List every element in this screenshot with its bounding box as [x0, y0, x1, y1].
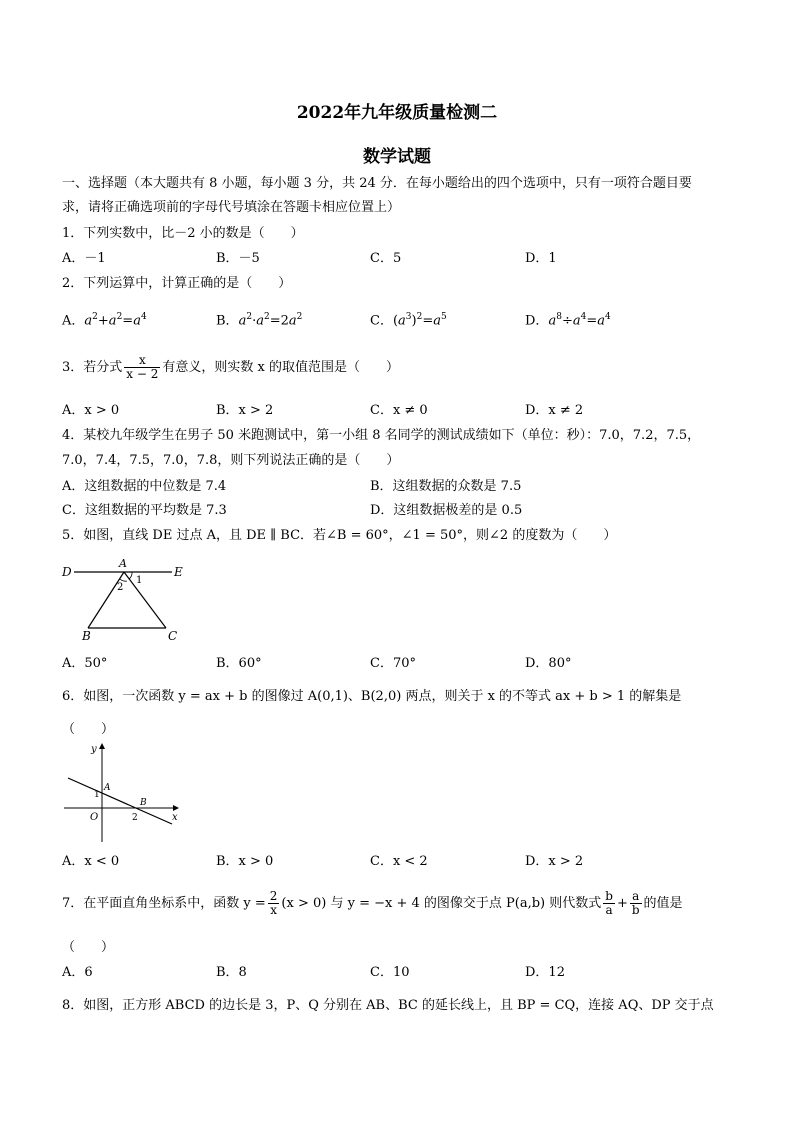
label-a: A — [119, 557, 127, 570]
q6-option-a: A．x < 0 — [62, 854, 120, 869]
label-angle-2: 2 — [117, 582, 124, 593]
q6-stem: 6．如图，一次函数 y = ax + b 的图像过 A(0,1)、B(2,0) 两点，则关于 x 的不等式 ax + b > 1 的解集是 — [62, 689, 682, 704]
q7-stem: 7．在平面直角坐标系中，函数 y = $\frac{2}{x}$ (x > 0) 与 y = −x + 4 的图像交于点 P(a,b) 则代数式 $\frac{b}{a}$ + $\frac{a}{b}$ 的值是 — [62, 889, 683, 917]
q3-option-c: C．x ≠ 0 — [370, 403, 428, 418]
q1-option-c: C．5 — [370, 251, 402, 266]
q5-figure — [60, 556, 190, 646]
q3-option-a: A．x > 0 — [62, 403, 120, 418]
label-angle-1: 1 — [136, 575, 143, 586]
label-x: x — [172, 812, 178, 823]
q2-stem: 2．下列运算中，计算正确的是（ ） — [62, 276, 292, 291]
q7-option-b: B．8 — [216, 965, 247, 980]
label-y: y — [91, 744, 97, 755]
q7-fraction-2: $\frac{b}{a}$ — [605, 889, 613, 917]
q3-stem: 3．若分式 $\frac{x}{x - 2}$ 有意义，则实数 x 的取值范围是（ ） — [62, 353, 399, 381]
q7-fraction-3: $\frac{a}{b}$ — [631, 889, 640, 917]
line-graph — [68, 778, 172, 824]
q5-option-b: B．60° — [216, 656, 262, 671]
q6-stem-line2: （ ） — [62, 722, 115, 737]
q6-option-d: D．x > 2 — [525, 854, 584, 869]
q1-option-d: D．1 — [525, 251, 557, 266]
q2-option-a: A．$a^2+a^2=a^4$ — [62, 312, 147, 329]
subject-title: 数学试题 — [363, 147, 431, 167]
label-origin: O — [90, 812, 99, 823]
q5-option-c: C．70° — [370, 656, 416, 671]
q5-option-a: A．50° — [62, 656, 108, 671]
side-ab — [88, 572, 124, 628]
label-b: B — [82, 629, 91, 643]
angle-2-arc — [120, 579, 127, 581]
q4-stem-line1: 4．某校九年级学生在男子 50 米跑测试中，第一小组 8 名同学的测试成绩如下（单位：秒）：7.0，7.2，7.5， — [62, 428, 701, 443]
q6-option-b: B．x > 0 — [216, 854, 274, 869]
q4-option-d: D．这组数据极差的是 0.5 — [370, 503, 523, 518]
q7-fraction-1: $\frac{2}{x}$ — [269, 889, 278, 917]
q7-stem-line2: （ ） — [62, 940, 115, 955]
q4-option-c: C．这组数据的平均数是 7.3 — [62, 503, 227, 518]
q7-option-c: C．10 — [370, 965, 410, 980]
q3-fraction: $\frac{x}{x - 2}$ — [126, 353, 159, 381]
q4-stem-line2: 7.0，7.4，7.5，7.0，7.8，则下列说法正确的是（ ） — [62, 453, 400, 468]
section-heading-line2: 求，请将正确选项前的字母代号填涂在答题卡相应位置上） — [62, 200, 401, 215]
label-a: A — [104, 783, 111, 793]
q3-option-d: D．x ≠ 2 — [525, 403, 584, 418]
q6-option-c: C．x < 2 — [370, 854, 428, 869]
q1-option-b: B．－5 — [216, 251, 260, 266]
q2-option-c: C．$(a^3)^2=a^5$ — [370, 312, 447, 329]
q5-stem: 5．如图，直线 DE 过点 A，且 DE ∥ BC．若∠B = 60°，∠1 = 50°，则∠2 的度数为（ ） — [62, 528, 617, 543]
q4-option-b: B．这组数据的众数是 7.5 — [370, 479, 522, 494]
q2-option-b: B．$a^2\cdot a^2=2a^2$ — [216, 312, 303, 329]
q8-stem: 8．如图，正方形 ABCD 的边长是 3，P、Q 分别在 AB、BC 的延长线上，且 BP = CQ，连接 AQ、DP 交于点 — [62, 998, 714, 1013]
q5-option-d: D．80° — [525, 656, 572, 671]
q6-figure — [60, 740, 180, 845]
q1-stem: 1．下列实数中，比－2 小的数是（ ） — [62, 226, 304, 241]
section-heading-line1: 一、选择题（本大题共有 8 小题，每小题 3 分，共 24 分．在每小题给出的四个选项中，只有一项符合题目要 — [62, 176, 692, 191]
label-two: 2 — [132, 813, 138, 823]
label-e: E — [174, 565, 183, 579]
q7-option-a: A．6 — [62, 965, 93, 980]
angle-1-arc — [129, 572, 132, 579]
label-b: B — [140, 798, 147, 808]
q4-option-a: A．这组数据的中位数是 7.4 — [62, 479, 227, 494]
q1-option-a: A．－1 — [62, 251, 106, 266]
side-ac — [124, 572, 166, 628]
q2-option-d: D．$a^8\div a^4=a^4$ — [525, 312, 611, 329]
exam-title: 2022年九年级质量检测二 — [296, 103, 498, 123]
q7-option-d: D．12 — [525, 965, 565, 980]
label-one: 1 — [94, 790, 100, 800]
label-c: C — [168, 629, 178, 643]
label-d: D — [62, 565, 72, 579]
q3-option-b: B．x > 2 — [216, 403, 274, 418]
